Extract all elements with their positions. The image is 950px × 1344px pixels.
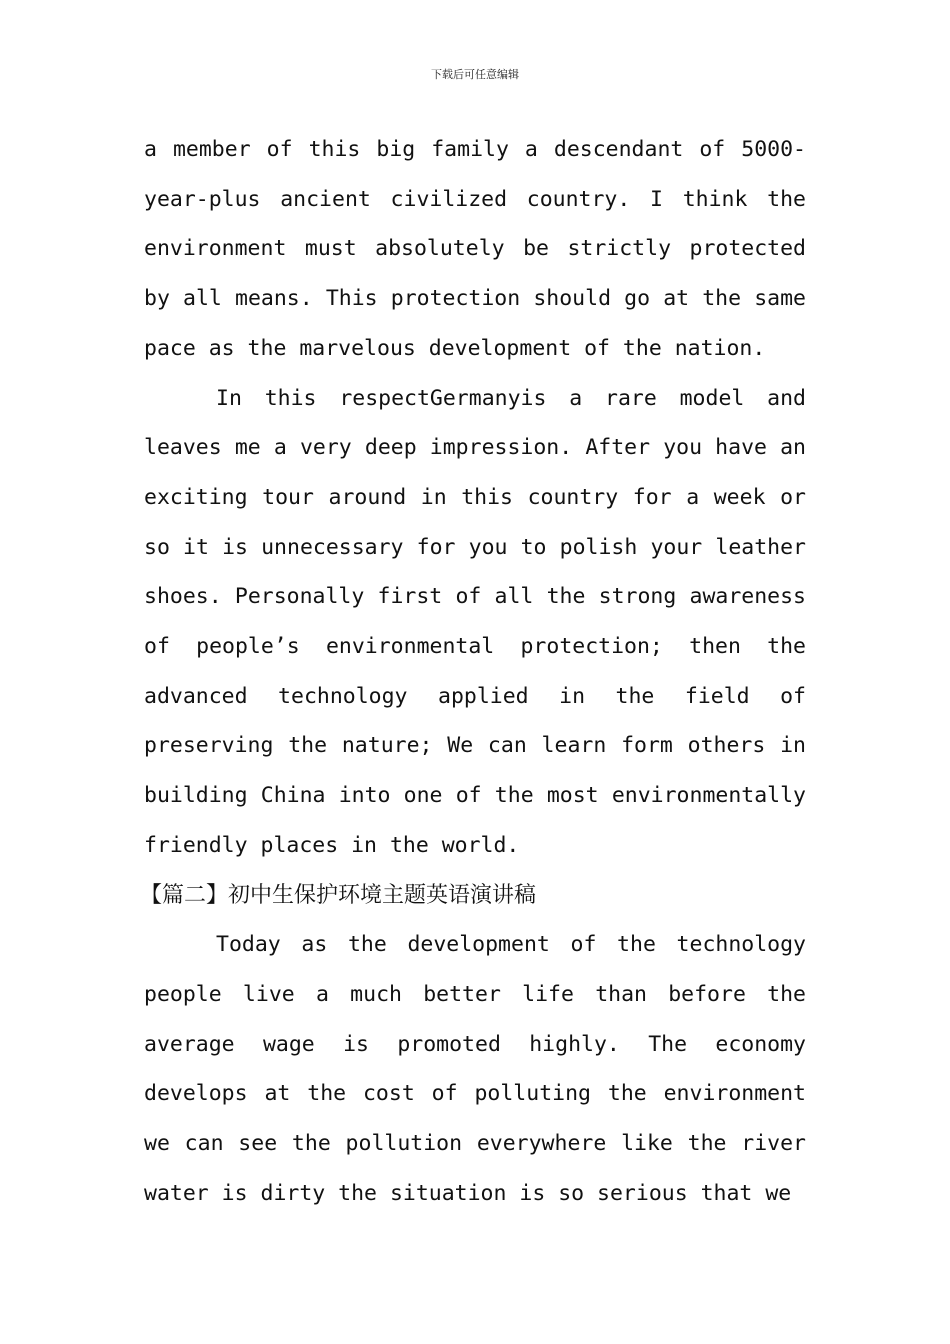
section-heading: 【篇二】初中生保护环境主题英语演讲稿 — [140, 882, 537, 908]
paragraph-germany: In this respectGermanyis a rare model and leaves me a very deep impression. After you have an exciting tour around in this country for a week or so it is unnecessary for you to polish your leather shoes. Personally first of all the strong awareness of people’s environmental protection; then the advanced technology applied in the field of preserving the nature; We can learn form others in building China into one of the most environmentally friendly places in the world. — [144, 385, 806, 858]
paragraph-today: Today as the development of the technology people live a much better life than before the average wage is promoted highly. The economy develops at the cost of polluting the environment we can see the pollution everywhere like the river water is dirty the situation is so serious that we — [144, 932, 806, 1206]
page-header: 下载后可任意编辑 — [431, 68, 519, 81]
document-body — [140, 125, 806, 1218]
paragraph-continued: a member of this big family a descendant of 5000-year-plus ancient civilized country. I think the environment must absolutely be strictly protected by all means. This protection should go at the same pace as the marvelous development of the nation. — [144, 137, 806, 361]
